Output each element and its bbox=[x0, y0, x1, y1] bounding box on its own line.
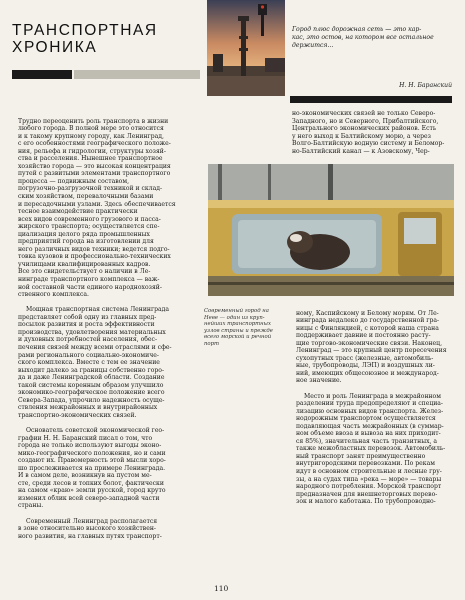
article-column-3 bbox=[296, 302, 454, 513]
paragraph: ному, Каспийскому и Белому морям. От Ле- нинграда недалеко до государственной гра- ницы с Финляндией, с которой наша страна поддерживает давние и постоянно расту- щие торгово-экономические связи. Наконец, Ленинград — это крупный центр пересечения сухопутных трасс (железные, автомобиль- ные, трубопроводы, ЛЭП) и воздушных ли- ний, имеющих общесоюзное и международ- ное значение. bbox=[296, 309, 447, 385]
right-column-bar bbox=[290, 96, 452, 103]
paragraph: Трудно переоценить роль транспорта в жизни любого города. В полной мере это относится и к такому крупному городу, как Ленинград, с его особенностями географического положе- ния, рельефа и гидрологии, структуры хозяй- ства и расселения. Нынешнее транспортное хозяйство города — это высокая концентрация путей с развитыми элементами транспортного процесса — подвижным составом, погрузочно-разгрузочной техникой и склад- ским хозяйством, перевалочными базами и пересадочными узлами. Здесь обеспечивается тесное взаимодействие практически всех видов современного грузового и пасса- жирского транспорта; осуществляется спе- циализация целого ряда промышленных предприятий города на изготовлении для него различных видов техники; ведется подго- товка кузовов и профессионально-технических училищами квалифицированных кадров. Все это свидетельствует о наличии в Ле- нинграде транспортного комплекса — важ- ной составной части единого народнохозяй- ственного комплекса. bbox=[18, 117, 176, 299]
paragraph: Современный Ленинград располагается в зоне относительно высокого хозяйствен- ного развития, на главных путях транспорт- bbox=[18, 517, 162, 540]
paragraph: Основатель советской экономической гео- графии Н. Н. Баранский писал о том, что города не только используют выгоды эконо- мико-географического положения, но и сами создают их. Правомерность этой мысли хоро- шо прослеживается на примере Ленинграда. И в самом деле, возникнув на пустом ме- сте, среди лесов и топких болот, фактически на самом «краю» земли русской, город круто изменил облик всей северо-западной части страны. bbox=[18, 426, 166, 510]
paragraph: Место и роль Ленинграда в межрайонном разделении труда предопределяют и специа- лизацию основных видов транспорта. Желез- нодорожным транспортом осуществляется подавляющая часть межрайонных (в суммар- ном объеме ввоза и вывоза на них приходит- ся 85%), значительная часть транзитных, а также межобластных перевозок. Автомобиль- ный транспорт занят преимущественно внутригородскими перевозками. По рекам идут в основном строительные и лесные гру- зы, а на судах типа «река — море» — товары народного потребления. Морской транспорт предназначен для внешнеторговых перево- зок и малого каботажа. По трубопроводно- bbox=[296, 392, 446, 506]
photo-caption: Современный город на Неве — один из круп- нейших транспортных узлов страны и прежде всего морской и речной порт bbox=[204, 308, 273, 347]
main-photo-image bbox=[208, 164, 454, 296]
epigraph-author: Н. Н. Баранский bbox=[399, 82, 452, 89]
title-line-1: ТРАНСПОРТНАЯ bbox=[12, 22, 158, 39]
top-photo-image bbox=[207, 0, 285, 96]
title-bar-dark bbox=[12, 70, 72, 79]
page-number: 110 bbox=[214, 584, 229, 593]
epigraph-quote: Город плюс дорожная сеть — это кар- кас, это остов, на котором все остальное держится... bbox=[292, 26, 434, 49]
paragraph: Мощная транспортная система Ленинграда представляет собой одну из главных пред- посылок развития и роста эффективности производства, удовлетворения материальных и духовных потребностей населения, обес- печения связей между всеми отраслями и сфе- рами регионального социально-экономиче- ского комплекса. Вместе с тем ее значение выходит далеко за границы собственно горо- да и даже Ленинградской области. Создание такой системы коренным образом улучшило экономико-географическое положение всего Севера-Запада, упрочило надежность осуще- ствления межрайонных и внутрирайонных транспортно-экономических связей. bbox=[18, 306, 172, 419]
top-photo-rostral-column bbox=[207, 0, 285, 96]
article-column-2-top: но-экономических связей не только Северо- Западного, но и Северного, Прибалтийского, Центрального экономических районов. Есть у него выход к Балтийскому морю, а через Волго-Балтийскую водную систему и Беломор- но-Балтийский канал — к Азовскому, Чер- bbox=[292, 110, 445, 155]
article-column-1 bbox=[18, 110, 204, 548]
title-line-2: ХРОНИКА bbox=[12, 39, 98, 56]
main-photo-taxi bbox=[208, 164, 454, 296]
page-title bbox=[12, 22, 202, 56]
title-bar-light bbox=[74, 70, 200, 79]
